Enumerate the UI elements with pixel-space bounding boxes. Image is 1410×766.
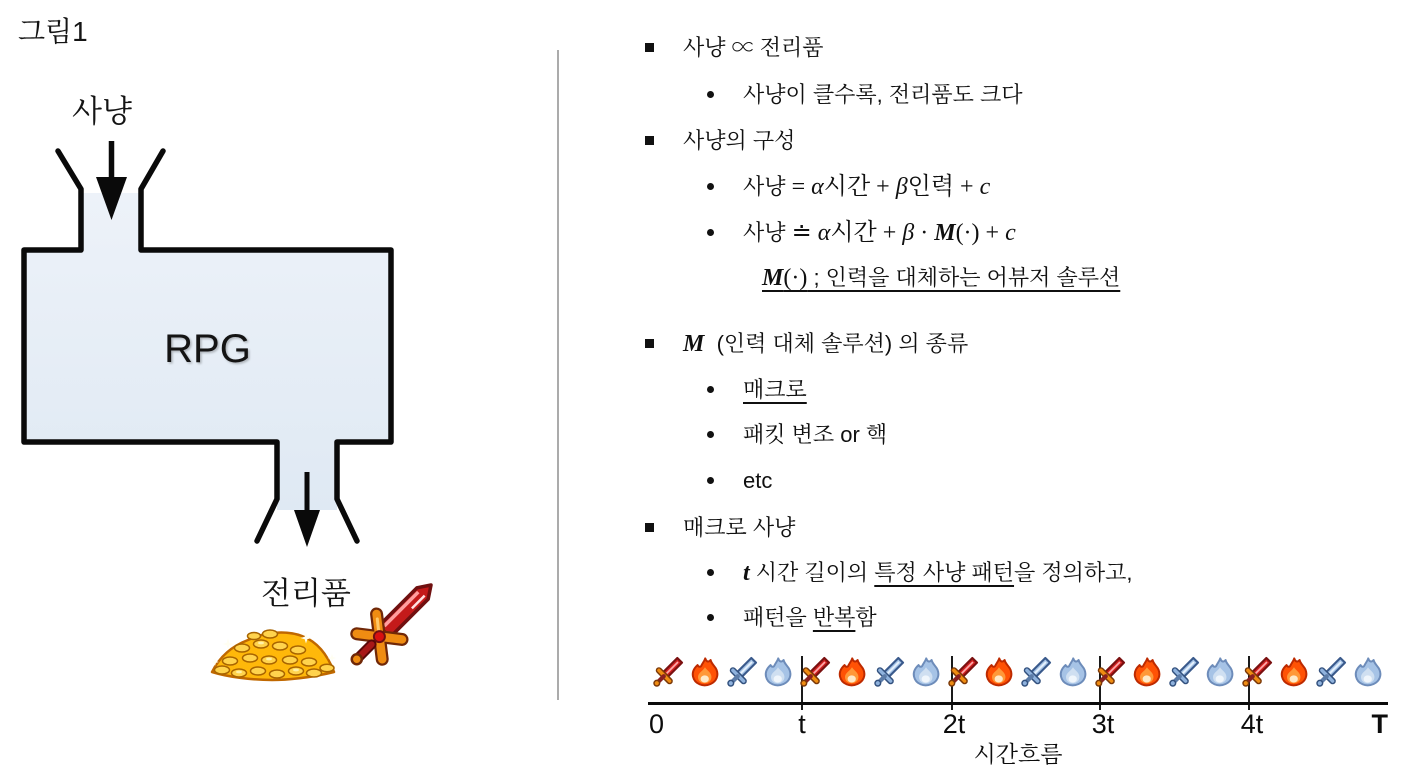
bullet-line-12 xyxy=(707,558,1133,588)
panel-divider xyxy=(557,50,559,700)
blue-sword-icon xyxy=(1168,653,1200,691)
text-segment: 패킷 변조 or 핵 xyxy=(743,422,888,447)
blue-sword-icon xyxy=(873,653,905,691)
square-bullet-icon xyxy=(645,339,654,348)
text-segment: 인력 xyxy=(907,174,955,200)
bullet-line-3 xyxy=(645,126,795,156)
dot-bullet-icon xyxy=(707,431,714,438)
text-segment: t xyxy=(743,560,750,586)
text-segment: M xyxy=(683,331,705,357)
bullet-line-5 xyxy=(707,218,1016,248)
bullet-text xyxy=(743,420,887,450)
bullet-text xyxy=(683,513,795,543)
text-segment: M xyxy=(762,265,784,291)
fire-icon xyxy=(1278,653,1310,691)
bullet-line-1 xyxy=(645,33,824,63)
text-segment: 시간 길이의 xyxy=(749,560,875,585)
figure-label: 그림1 xyxy=(18,16,88,47)
ice-flame-icon xyxy=(1057,653,1089,691)
text-segment: 사냥 xyxy=(743,220,792,245)
bullet-line-13 xyxy=(707,603,877,633)
bullet-text xyxy=(683,33,824,63)
text-segment: ≐ xyxy=(791,220,818,246)
bullet-text xyxy=(743,80,1022,110)
ice-flame-icon xyxy=(762,653,794,691)
bullet-line-11 xyxy=(645,513,795,543)
bullet-line-4 xyxy=(707,172,990,202)
bullet-line-9 xyxy=(707,420,887,450)
tick-label-T: T xyxy=(1371,709,1388,739)
text-segment: 시간 xyxy=(823,174,871,200)
red-sword-icon xyxy=(341,572,444,675)
fire-icon xyxy=(689,653,721,691)
tick-label-3t: 3t xyxy=(1091,709,1115,739)
bullet-text xyxy=(743,558,1133,588)
timeline-icons-row xyxy=(648,650,1388,694)
dot-bullet-icon xyxy=(707,569,714,576)
timeline-axis xyxy=(648,702,1388,705)
bullet-line-6 xyxy=(762,263,1120,293)
text-segment: 함 xyxy=(855,605,877,630)
text-segment: 사냥 ∝ 전리품 xyxy=(683,35,824,60)
formula-note-text xyxy=(762,263,1120,293)
red-sword-icon xyxy=(1241,653,1273,691)
ice-flame-icon xyxy=(910,653,942,691)
text-segment: (·) xyxy=(955,220,980,246)
red-sword-icon xyxy=(652,653,684,691)
formula-text xyxy=(743,172,990,202)
red-sword-icon xyxy=(1094,653,1126,691)
rpg-box-label: RPG xyxy=(164,327,251,371)
dot-bullet-icon xyxy=(707,229,714,236)
bullet-text xyxy=(683,126,795,156)
text-segment: · xyxy=(914,220,935,246)
blue-sword-icon xyxy=(1315,653,1347,691)
text-segment: + xyxy=(954,174,980,200)
text-segment: 사냥 xyxy=(743,174,792,199)
text-segment: c xyxy=(979,174,991,200)
blue-sword-icon xyxy=(726,653,758,691)
dot-bullet-icon xyxy=(707,614,714,621)
square-bullet-icon xyxy=(645,136,654,145)
tick-label-t: t xyxy=(798,709,806,739)
tick-label-2t: 2t xyxy=(942,709,966,739)
red-sword-icon xyxy=(947,653,979,691)
text-segment: c xyxy=(1005,220,1016,246)
tick-label-4t: 4t xyxy=(1240,709,1264,739)
text-segment: + xyxy=(870,174,896,200)
red-sword-icon xyxy=(799,653,831,691)
text-segment: 매크로 xyxy=(743,377,807,402)
text-segment: + xyxy=(876,220,903,246)
formula-text xyxy=(743,218,1016,248)
diagram-output-label: 전리품 xyxy=(261,576,351,611)
text-segment: 매크로 사냥 xyxy=(683,515,796,540)
text-segment: 사냥이 클수록, 전리품도 크다 xyxy=(743,82,1023,107)
time-axis-label: 시간흐름 xyxy=(973,741,1063,766)
text-segment: = xyxy=(791,174,812,200)
text-segment: (·) xyxy=(783,265,808,291)
bullet-text xyxy=(743,375,807,405)
ice-flame-icon xyxy=(1352,653,1384,691)
fire-icon xyxy=(983,653,1015,691)
bullet-line-7 xyxy=(645,329,968,359)
text-segment: 패턴을 xyxy=(743,605,813,630)
text-segment: α xyxy=(811,174,824,200)
square-bullet-icon xyxy=(645,523,654,532)
dot-bullet-icon xyxy=(707,91,714,98)
bullet-line-8 xyxy=(707,375,807,405)
text-segment: (인력 대체 솔루션) 의 종류 xyxy=(704,331,969,356)
text-segment: etc xyxy=(743,468,773,493)
bullet-line-2 xyxy=(707,80,1022,110)
square-bullet-icon xyxy=(645,43,654,52)
text-segment: β xyxy=(902,220,915,246)
text-segment: ; 인력을 대체하는 어뷰저 솔루션 xyxy=(807,265,1121,290)
text-segment: 을 정의하고, xyxy=(1014,560,1133,585)
bullet-text xyxy=(743,466,772,496)
text-segment: β xyxy=(895,174,908,200)
bullet-line-10 xyxy=(707,466,772,496)
fire-icon xyxy=(836,653,868,691)
tick-label-0: 0 xyxy=(649,709,665,739)
fire-icon xyxy=(1131,653,1163,691)
gold-pile-icon xyxy=(211,630,336,680)
dot-bullet-icon xyxy=(707,477,714,484)
bullet-text xyxy=(683,329,968,359)
text-segment: 특정 사냥 패턴 xyxy=(874,560,1015,585)
text-segment: + xyxy=(979,220,1006,246)
diagram-input-label: 사냥 xyxy=(72,94,132,129)
text-segment: M xyxy=(934,220,956,246)
blue-sword-icon xyxy=(1020,653,1052,691)
text-segment: 사냥의 구성 xyxy=(683,128,796,153)
text-segment: α xyxy=(817,220,831,246)
bullet-text xyxy=(743,603,877,633)
pattern-timeline xyxy=(648,648,1388,764)
text-segment: 시간 xyxy=(830,220,877,246)
dot-bullet-icon xyxy=(707,386,714,393)
ice-flame-icon xyxy=(1204,653,1236,691)
dot-bullet-icon xyxy=(707,183,714,190)
text-segment: 반복 xyxy=(812,605,856,630)
